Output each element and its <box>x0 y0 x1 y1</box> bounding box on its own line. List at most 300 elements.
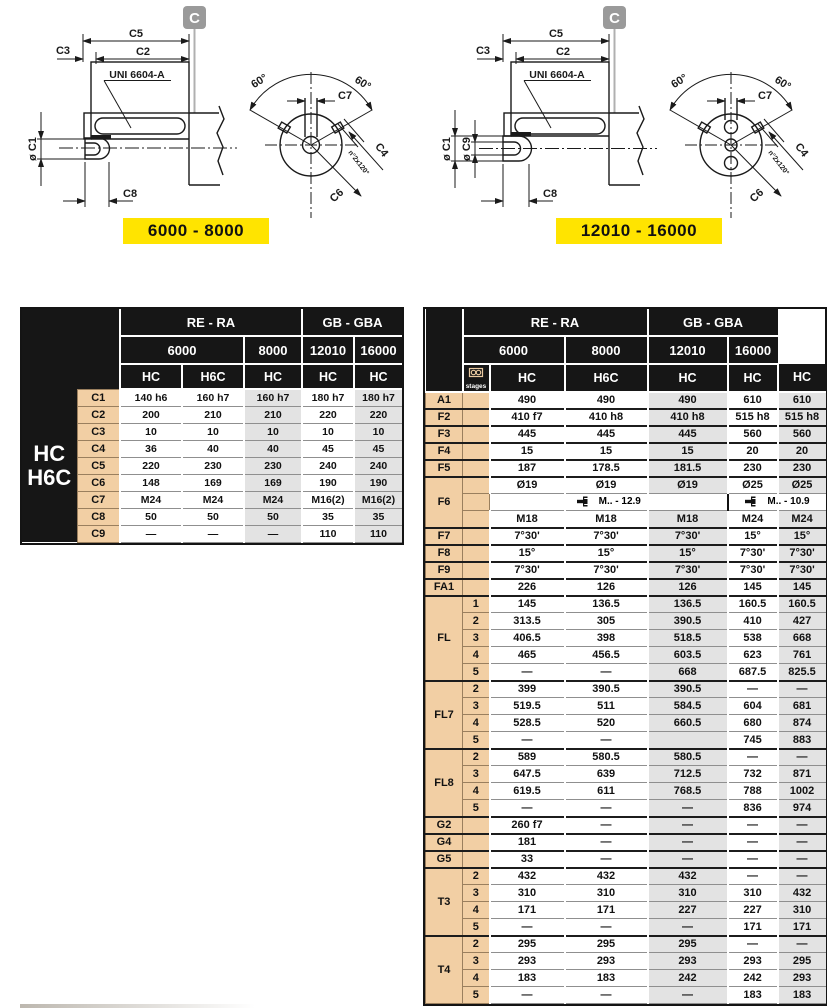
table-row <box>22 508 402 525</box>
value-cell: 295 <box>490 936 565 953</box>
table-row <box>426 936 826 953</box>
value-cell: 528.5 <box>490 715 565 732</box>
value-cell: M16(2) <box>354 491 402 508</box>
value-cell: M24 <box>244 491 302 508</box>
dim-c2: C2 <box>555 46 571 58</box>
dim-pattern: n°2x120° <box>346 149 370 177</box>
value-cell: 50 <box>244 508 302 525</box>
stage-cell <box>463 851 490 868</box>
value-cell: 519.5 <box>490 698 565 715</box>
value-cell: 1002 <box>778 783 826 800</box>
value-cell: 180 h7 <box>354 389 402 406</box>
value-cell: 50 <box>182 508 244 525</box>
value-cell: 518.5 <box>648 630 728 647</box>
table-row <box>426 426 826 443</box>
value-cell: 295 <box>648 936 728 953</box>
value-cell: Ø25 <box>778 477 826 494</box>
table-row <box>426 664 826 681</box>
value-cell: 20 <box>778 443 826 460</box>
value-cell: Ø19 <box>565 477 648 494</box>
value-cell: 410 h8 <box>565 409 648 426</box>
group-label-cell: F4 <box>426 443 463 460</box>
stage-cell: 2 <box>463 868 490 885</box>
value-cell: 171 <box>728 919 778 936</box>
table-row <box>426 477 826 494</box>
value-cell: 310 <box>728 885 778 902</box>
value-cell: 589 <box>490 749 565 766</box>
size-header: 16000 <box>728 336 778 364</box>
value-cell: 668 <box>778 630 826 647</box>
table-row <box>426 528 826 545</box>
value-cell: 7°30' <box>778 545 826 562</box>
value-cell: 35 <box>354 508 402 525</box>
value-cell: — <box>490 732 565 749</box>
value-cell: 293 <box>648 953 728 970</box>
group-label-cell: F2 <box>426 409 463 426</box>
value-cell: 242 <box>648 970 728 987</box>
series-header: GB - GBA <box>648 309 778 336</box>
value-cell: 7°30' <box>728 562 778 579</box>
stage-cell: 5 <box>463 800 490 817</box>
group-label-cell: FL7 <box>426 681 463 749</box>
stage-cell <box>463 392 490 409</box>
type-header: HC <box>244 364 302 389</box>
value-cell: 310 <box>565 885 648 902</box>
stage-cell: 3 <box>463 885 490 902</box>
value-cell: 181 <box>490 834 565 851</box>
stage-cell: 5 <box>463 987 490 1004</box>
value-cell: 230 <box>182 457 244 474</box>
value-cell: 310 <box>490 885 565 902</box>
dim-c7: C7 <box>758 90 773 102</box>
value-cell: 230 <box>244 457 302 474</box>
type-header: HC <box>778 364 826 392</box>
value-cell: 230 <box>778 460 826 477</box>
value-cell: 183 <box>728 987 778 1004</box>
stage-cell <box>463 426 490 443</box>
value-cell: 148 <box>120 474 182 491</box>
dim-key-cell: C5 <box>77 457 120 474</box>
stage-cell <box>463 477 490 494</box>
table-row <box>426 409 826 426</box>
screw-class-left-label: M.. - 12.9 <box>598 496 641 508</box>
value-cell: 293 <box>728 953 778 970</box>
table-row <box>426 511 826 528</box>
dim-c8: C8 <box>123 188 138 200</box>
screw-class-left <box>490 494 728 511</box>
dim-key-cell: C6 <box>77 474 120 491</box>
stage-cell <box>463 494 490 511</box>
stage-cell: 5 <box>463 664 490 681</box>
dim-pattern: n°2x120° <box>766 149 790 177</box>
value-cell: 160 h7 <box>182 389 244 406</box>
stage-cell: 5 <box>463 732 490 749</box>
value-cell: 410 f7 <box>490 409 565 426</box>
value-cell: 210 <box>182 406 244 423</box>
value-cell: 10 <box>120 423 182 440</box>
stage-cell: 4 <box>463 715 490 732</box>
value-cell: 190 <box>354 474 402 491</box>
value-cell: — <box>120 525 182 542</box>
value-cell: 295 <box>778 953 826 970</box>
stage-cell: 3 <box>463 630 490 647</box>
stage-cell: 2 <box>463 936 490 953</box>
stages-header <box>463 364 490 392</box>
group-label-cell: F8 <box>426 545 463 562</box>
dimension-lines <box>451 34 609 207</box>
size-header: 12010 <box>648 336 728 364</box>
table-row <box>426 834 826 851</box>
table-row <box>22 423 402 440</box>
value-cell: — <box>778 749 826 766</box>
type-header: HC <box>728 364 778 392</box>
value-cell: 15° <box>728 528 778 545</box>
group-label-cell: F9 <box>426 562 463 579</box>
value-cell: 445 <box>490 426 565 443</box>
value-cell: M18 <box>565 511 648 528</box>
value-cell: M18 <box>490 511 565 528</box>
dim-c1: ø C1 <box>441 137 453 161</box>
table-row <box>426 885 826 902</box>
value-cell: — <box>565 919 648 936</box>
value-cell: 515 h8 <box>728 409 778 426</box>
value-cell: 140 h6 <box>120 389 182 406</box>
value-cell: 490 <box>648 392 728 409</box>
value-cell: 10 <box>354 423 402 440</box>
value-cell: 788 <box>728 783 778 800</box>
value-cell: 490 <box>565 392 648 409</box>
size-range-label-12010-16000: 12010 - 16000 <box>556 218 722 244</box>
value-cell: 406.5 <box>490 630 565 647</box>
value-cell: 295 <box>565 936 648 953</box>
value-cell: 293 <box>490 953 565 970</box>
value-cell: 126 <box>565 579 648 596</box>
type-header: HC <box>490 364 565 392</box>
table-row <box>426 732 826 749</box>
value-cell: — <box>648 834 728 851</box>
value-cell: 680 <box>728 715 778 732</box>
table-row <box>426 562 826 579</box>
model-label-cell: HC H6C <box>22 389 77 542</box>
value-cell: — <box>182 525 244 542</box>
value-cell: 293 <box>778 970 826 987</box>
value-cell: 45 <box>354 440 402 457</box>
value-cell: 432 <box>778 885 826 902</box>
table-row <box>426 596 826 613</box>
stage-cell <box>463 460 490 477</box>
table-row <box>426 919 826 936</box>
shaft-face-view <box>278 98 364 176</box>
value-cell: 126 <box>648 579 728 596</box>
value-cell: 183 <box>778 987 826 1004</box>
dim-c3: C3 <box>475 45 491 57</box>
stage-cell <box>463 545 490 562</box>
group-label-cell: T4 <box>426 936 463 1004</box>
value-cell: 390.5 <box>648 613 728 630</box>
value-cell: 427 <box>778 613 826 630</box>
stage-cell: 4 <box>463 783 490 800</box>
value-cell: 584.5 <box>648 698 728 715</box>
value-cell: 445 <box>648 426 728 443</box>
value-cell: 432 <box>490 868 565 885</box>
value-cell: Ø25 <box>728 477 778 494</box>
value-cell: — <box>648 919 728 936</box>
type-header: HC <box>354 364 402 389</box>
value-cell: 15 <box>648 443 728 460</box>
value-cell: 511 <box>565 698 648 715</box>
value-cell: — <box>244 525 302 542</box>
type-header: HC <box>302 364 354 389</box>
table-row <box>426 868 826 885</box>
value-cell: — <box>565 851 648 868</box>
value-cell: — <box>565 817 648 834</box>
value-cell: 410 <box>728 613 778 630</box>
group-label-cell: F5 <box>426 460 463 477</box>
value-cell: 399 <box>490 681 565 698</box>
stage-cell <box>463 528 490 545</box>
value-cell: 825.5 <box>778 664 826 681</box>
dim-c6: C6 <box>327 186 347 205</box>
header-filler <box>426 364 463 392</box>
value-cell: 190 <box>302 474 354 491</box>
value-cell: — <box>565 800 648 817</box>
table-row <box>22 491 402 508</box>
value-cell: 390.5 <box>648 681 728 698</box>
value-cell: — <box>490 800 565 817</box>
type-header: H6C <box>182 364 244 389</box>
value-cell: — <box>565 987 648 1004</box>
value-cell: 40 <box>244 440 302 457</box>
value-cell: M24 <box>728 511 778 528</box>
value-cell: 660.5 <box>648 715 728 732</box>
value-cell: 260 f7 <box>490 817 565 834</box>
value-cell: 187 <box>490 460 565 477</box>
value-cell: 560 <box>778 426 826 443</box>
table-row <box>426 392 826 409</box>
size-range-label-6000-8000: 6000 - 8000 <box>123 218 269 244</box>
value-cell: — <box>778 681 826 698</box>
standard-note: UNI 6604-A <box>529 69 585 81</box>
value-cell: 293 <box>565 953 648 970</box>
value-cell: 7°30' <box>490 562 565 579</box>
table-row <box>426 630 826 647</box>
value-cell: 310 <box>648 885 728 902</box>
value-cell: 145 <box>728 579 778 596</box>
stage-cell: 1 <box>463 596 490 613</box>
value-cell: — <box>728 681 778 698</box>
value-cell: 181.5 <box>648 460 728 477</box>
key-section-fill <box>511 132 531 136</box>
value-cell: 7°30' <box>565 562 648 579</box>
dim-key-cell: C3 <box>77 423 120 440</box>
value-cell: 768.5 <box>648 783 728 800</box>
screw-class-right-label: M.. - 10.9 <box>767 496 810 508</box>
value-cell: 305 <box>565 613 648 630</box>
value-cell: 7°30' <box>565 528 648 545</box>
dimension-table-main <box>423 307 827 1006</box>
value-cell: 432 <box>648 868 728 885</box>
value-cell: 580.5 <box>565 749 648 766</box>
value-cell: — <box>565 732 648 749</box>
value-cell: — <box>490 919 565 936</box>
size-header: 8000 <box>244 336 302 364</box>
group-label-cell: A1 <box>426 392 463 409</box>
dimension-table-c <box>20 307 404 545</box>
value-cell: 432 <box>565 868 648 885</box>
type-header: HC <box>120 364 182 389</box>
dim-c9: ø C9 <box>461 137 473 161</box>
size-header: 8000 <box>565 336 648 364</box>
value-cell: 10 <box>244 423 302 440</box>
value-cell: 515 h8 <box>778 409 826 426</box>
value-cell: 623 <box>728 647 778 664</box>
value-cell: — <box>728 817 778 834</box>
value-cell: 171 <box>778 919 826 936</box>
value-cell: — <box>728 834 778 851</box>
dim-c8: C8 <box>543 188 558 200</box>
value-cell: Ø19 <box>490 477 565 494</box>
section-marker-label: C <box>609 10 620 27</box>
value-cell: — <box>778 817 826 834</box>
value-cell: — <box>490 664 565 681</box>
value-cell: 668 <box>648 664 728 681</box>
value-cell: 313.5 <box>490 613 565 630</box>
dim-c1: ø C1 <box>27 137 39 161</box>
value-cell: 639 <box>565 766 648 783</box>
stage-cell: 4 <box>463 902 490 919</box>
page-cutoff-strip <box>20 1004 255 1008</box>
value-cell: 160.5 <box>728 596 778 613</box>
stages-label: stages <box>465 383 487 390</box>
value-cell: — <box>778 834 826 851</box>
value-cell: 50 <box>120 508 182 525</box>
value-cell: 15° <box>490 545 565 562</box>
value-cell: 220 <box>302 406 354 423</box>
value-cell: 7°30' <box>490 528 565 545</box>
value-cell: 836 <box>728 800 778 817</box>
stage-cell: 2 <box>463 613 490 630</box>
stage-cell: 2 <box>463 681 490 698</box>
value-cell: 610 <box>778 392 826 409</box>
table-row <box>22 406 402 423</box>
stage-cell: 3 <box>463 698 490 715</box>
value-cell: 7°30' <box>728 545 778 562</box>
value-cell: 169 <box>182 474 244 491</box>
value-cell: 240 <box>354 457 402 474</box>
value-cell: 610 <box>728 392 778 409</box>
dim-angle-left: 60° <box>669 71 690 91</box>
value-cell: 560 <box>728 426 778 443</box>
dim-key-cell: C7 <box>77 491 120 508</box>
series-header: RE - RA <box>120 309 302 336</box>
value-cell: 145 <box>490 596 565 613</box>
stage-cell <box>463 409 490 426</box>
group-label-cell: T3 <box>426 868 463 936</box>
stage-cell: 5 <box>463 919 490 936</box>
value-cell: 611 <box>565 783 648 800</box>
value-cell: 15° <box>565 545 648 562</box>
value-cell: 33 <box>490 851 565 868</box>
value-cell: 160 h7 <box>244 389 302 406</box>
value-cell: 712.5 <box>648 766 728 783</box>
dim-c4: C4 <box>372 140 391 160</box>
table-row <box>426 494 826 511</box>
table-row <box>426 817 826 834</box>
table-row <box>426 800 826 817</box>
group-label-cell: F3 <box>426 426 463 443</box>
value-cell: 169 <box>244 474 302 491</box>
value-cell: 310 <box>778 902 826 919</box>
dim-angle-right: 60° <box>772 73 793 93</box>
value-cell: 45 <box>302 440 354 457</box>
value-cell: — <box>728 936 778 953</box>
stage-cell <box>463 579 490 596</box>
value-cell: — <box>778 851 826 868</box>
table-row <box>426 647 826 664</box>
value-cell: — <box>728 851 778 868</box>
dim-c7: C7 <box>338 90 353 102</box>
value-cell: 687.5 <box>728 664 778 681</box>
value-cell: 10 <box>302 423 354 440</box>
group-label-cell: G2 <box>426 817 463 834</box>
value-cell: — <box>565 834 648 851</box>
table-row <box>426 851 826 868</box>
dim-c4: C4 <box>792 140 811 160</box>
type-header: HC <box>648 364 728 392</box>
series-header: GB - GBA <box>302 309 402 336</box>
value-cell: 226 <box>490 579 565 596</box>
size-header: 12010 <box>302 336 354 364</box>
dim-key-cell: C9 <box>77 525 120 542</box>
value-cell: 15° <box>778 528 826 545</box>
value-cell: — <box>490 987 565 1004</box>
table-row <box>426 443 826 460</box>
table-row <box>426 545 826 562</box>
value-cell: 136.5 <box>648 596 728 613</box>
value-cell: 230 <box>728 460 778 477</box>
table-row <box>22 525 402 542</box>
value-cell: 538 <box>728 630 778 647</box>
stage-cell <box>463 817 490 834</box>
table-row <box>426 579 826 596</box>
type-header: H6C <box>565 364 648 392</box>
value-cell: M18 <box>648 511 728 528</box>
value-cell: 732 <box>728 766 778 783</box>
value-cell: 445 <box>565 426 648 443</box>
value-cell: 456.5 <box>565 647 648 664</box>
table-row <box>22 457 402 474</box>
value-cell: 745 <box>728 732 778 749</box>
table-row <box>426 681 826 698</box>
table-row <box>426 749 826 766</box>
table-row <box>426 613 826 630</box>
value-cell: 220 <box>120 457 182 474</box>
value-cell: 647.5 <box>490 766 565 783</box>
value-cell: 871 <box>778 766 826 783</box>
table-corner <box>22 309 120 389</box>
dim-angle-left: 60° <box>249 71 270 91</box>
value-cell: 36 <box>120 440 182 457</box>
table-row <box>426 766 826 783</box>
value-cell: 490 <box>490 392 565 409</box>
value-cell: 110 <box>302 525 354 542</box>
value-cell: — <box>728 749 778 766</box>
group-label-cell: F6 <box>426 477 463 528</box>
group-label-cell: FL <box>426 596 463 681</box>
group-label-cell: F7 <box>426 528 463 545</box>
table-row <box>22 474 402 491</box>
dim-angle-right: 60° <box>352 73 373 93</box>
